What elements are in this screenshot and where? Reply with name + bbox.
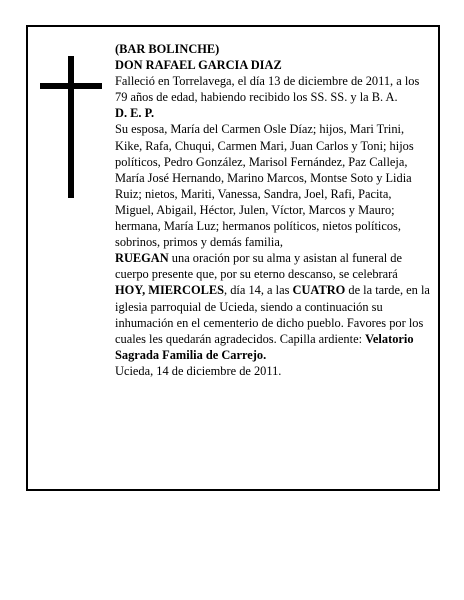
chapel-name: Velatorio Sagrada Familia de Carrejo. bbox=[115, 331, 414, 362]
ruegan-label: RUEGAN bbox=[115, 251, 169, 266]
funeral-request bbox=[115, 250, 431, 363]
death-statement: Falleció en Torrelavega, el día 13 de diciembre de 2011, a los 79 años de edad, habiendo recibido los SS. SS. y la B. A. bbox=[115, 74, 420, 105]
business-header: (BAR BOLINCHE) bbox=[115, 42, 220, 56]
obituary-text bbox=[115, 41, 431, 379]
funeral-hour: CUATRO bbox=[292, 283, 346, 298]
dep-line: D. E. P. bbox=[115, 106, 155, 121]
funeral-day: HOY, MIERCOLES bbox=[115, 283, 225, 298]
request-text-2: , día 14, a las bbox=[224, 283, 293, 298]
request-text-3: de la tarde, en la iglesia parroquial de Ucieda, siendo a continuación su inhumación en el cementerio de dicho pueblo. Favores por los cuales les quedarán agradecidos. Capilla ardiente: bbox=[115, 283, 430, 346]
deceased-name: DON RAFAEL GARCIA DIAZ bbox=[115, 58, 282, 73]
cross-vertical-bar bbox=[68, 56, 74, 198]
request-text-1: una oración por su alma y asistan al funeral de cuerpo presente que, por su eterno descanso, se celebrará bbox=[115, 251, 402, 282]
place-date: Ucieda, 14 de diciembre de 2011. bbox=[115, 363, 282, 378]
family-list: Su esposa, María del Carmen Osle Díaz; hijos, Mari Trini, Kike, Rafa, Chuqui, Carmen Mari, Juan Carlos y Toni; hijos políticos, Pedro González, Marisol Fernández, Paz Calleja, María José Hernando, Marino Marcos, Montse Soto y Lidia Ruiz; nietos, Mariti, Vanessa, Sandra, Joel, Rafi, Pacita, Miguel, Abigail, Héctor, Julen, Víctor, Marcos y Mauro; hermana, María Luz; hermanos políticos, nietos políticos, sobrinos, primos y demás familia, bbox=[115, 122, 414, 250]
obituary-card bbox=[26, 25, 440, 491]
cross-horizontal-bar bbox=[40, 83, 102, 89]
